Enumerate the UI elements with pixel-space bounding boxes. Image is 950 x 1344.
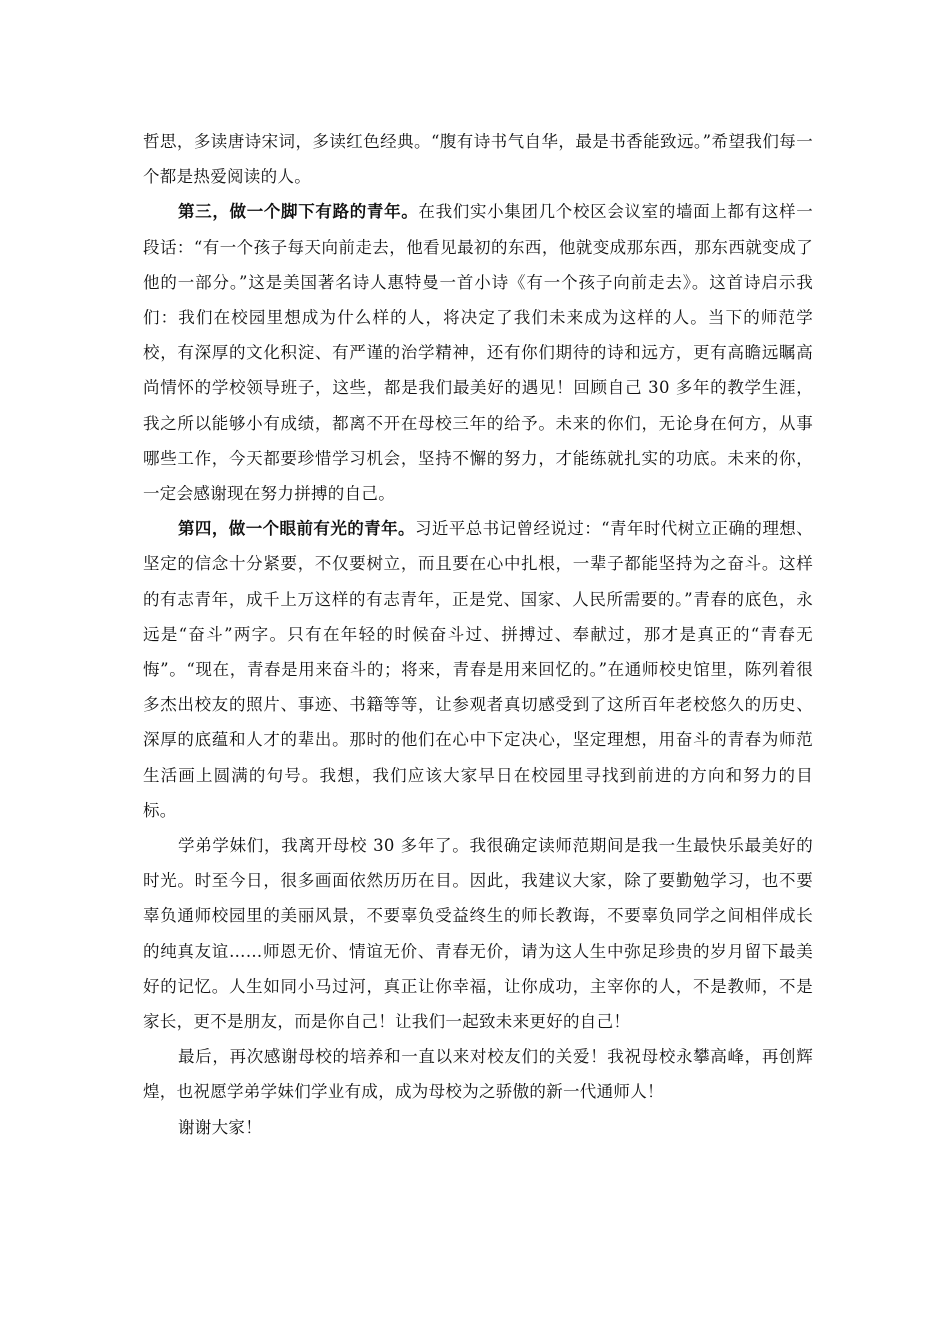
paragraph-advice [143,828,813,1039]
paragraph-text: 哲思，多读唐诗宋词，多读红色经典。“腹有诗书气自华，最是书香能致远。”希望我们每一个都是热爱阅读的人。 [143,132,813,187]
paragraph-text: 谢谢大家！ [178,1117,262,1137]
document-body [143,124,813,1145]
paragraph-text: 习近平总书记曾经说过：“青年时代树立正确的理想、坚定的信念十分紧要，不仅要树立，而且要在心中扎根，一辈子都能坚持为之奋斗。这样的有志青年，成千上万这样的有志青年，正是党、国家、人民所需要的。”青春的底色，永远是“奋斗”两字。只有在年轻的时候奋斗过、拼搏过、奉献过，那才是真正的“青春无悔”。“现在，青春是用来奋斗的；将来，青春是用来回忆的。”在通师校史馆里，陈列着很多杰出校友的照片、事迹、书籍等等，让参观者真切感受到了这所百年老校悠久的历史、深厚的底蕴和人才的辈出。那时的他们在心中下定决心，坚定理想，用奋斗的青春为师范生活画上圆满的句号。我想，我们应该大家早日在校园里寻找到前进的方向和努力的目标。 [143,519,813,820]
paragraph-continuation [143,124,813,194]
paragraph-text: 在我们实小集团几个校区会议室的墙面上都有这样一段话：“有一个孩子每天向前走去，他看见最初的东西，他就变成那东西，那东西就变成了他的一部分。”这是美国著名诗人惠特曼一首小诗《有一个孩子向前走去》。这首诗启示我们：我们在校园里想成为什么样的人，将决定了我们未来成为这样的人。当下的师范学校，有深厚的文化积淀、有严谨的治学精神，还有你们期待的诗和远方，更有高瞻远瞩高尚情怀的学校领导班子，这些，都是我们最美好的遇见！回顾自己 30 多年的教学生涯，我之所以能够小有成绩，都离不开在母校三年的给予。未来的你们，无论身在何方，从事哪些工作，今天都要珍惜学习机会，坚持不懈的努力，才能练就扎实的功底。未来的你，一定会感谢现在努力拼搏的自己。 [143,202,814,504]
paragraph-thanks [143,1110,813,1145]
paragraph-third-point [143,194,813,511]
paragraph-fourth-point [143,511,813,828]
paragraph-text: 学弟学妹们，我离开母校 30 多年了。我很确定读师范期间是我一生最快乐最美好的时光。时至今日，很多画面依然历历在目。因此，我建议大家，除了要勤勉学习，也不要辜负通师校园里的美丽风景，不要辜负受益终生的师长教诲，不要辜负同学之间相伴成长的纯真友谊……师恩无价、情谊无价、青春无价，请为这人生中弥足珍贵的岁月留下最美好的记忆。人生如同小马过河，真正让你幸福，让你成功，主宰你的人，不是教师，不是家长，更不是朋友，而是你自己！让我们一起致未来更好的自己！ [143,836,813,1032]
paragraph-closing [143,1039,813,1109]
paragraph-text: 最后，再次感谢母校的培养和一直以来对校友们的关爱！我祝母校永攀高峰，再创辉煌，也祝愿学弟学妹们学业有成，成为母校为之骄傲的新一代通师人！ [143,1047,813,1102]
paragraph-heading: 第三，做一个脚下有路的青年。 [178,202,419,222]
paragraph-heading: 第四，做一个眼前有光的青年。 [178,519,415,539]
